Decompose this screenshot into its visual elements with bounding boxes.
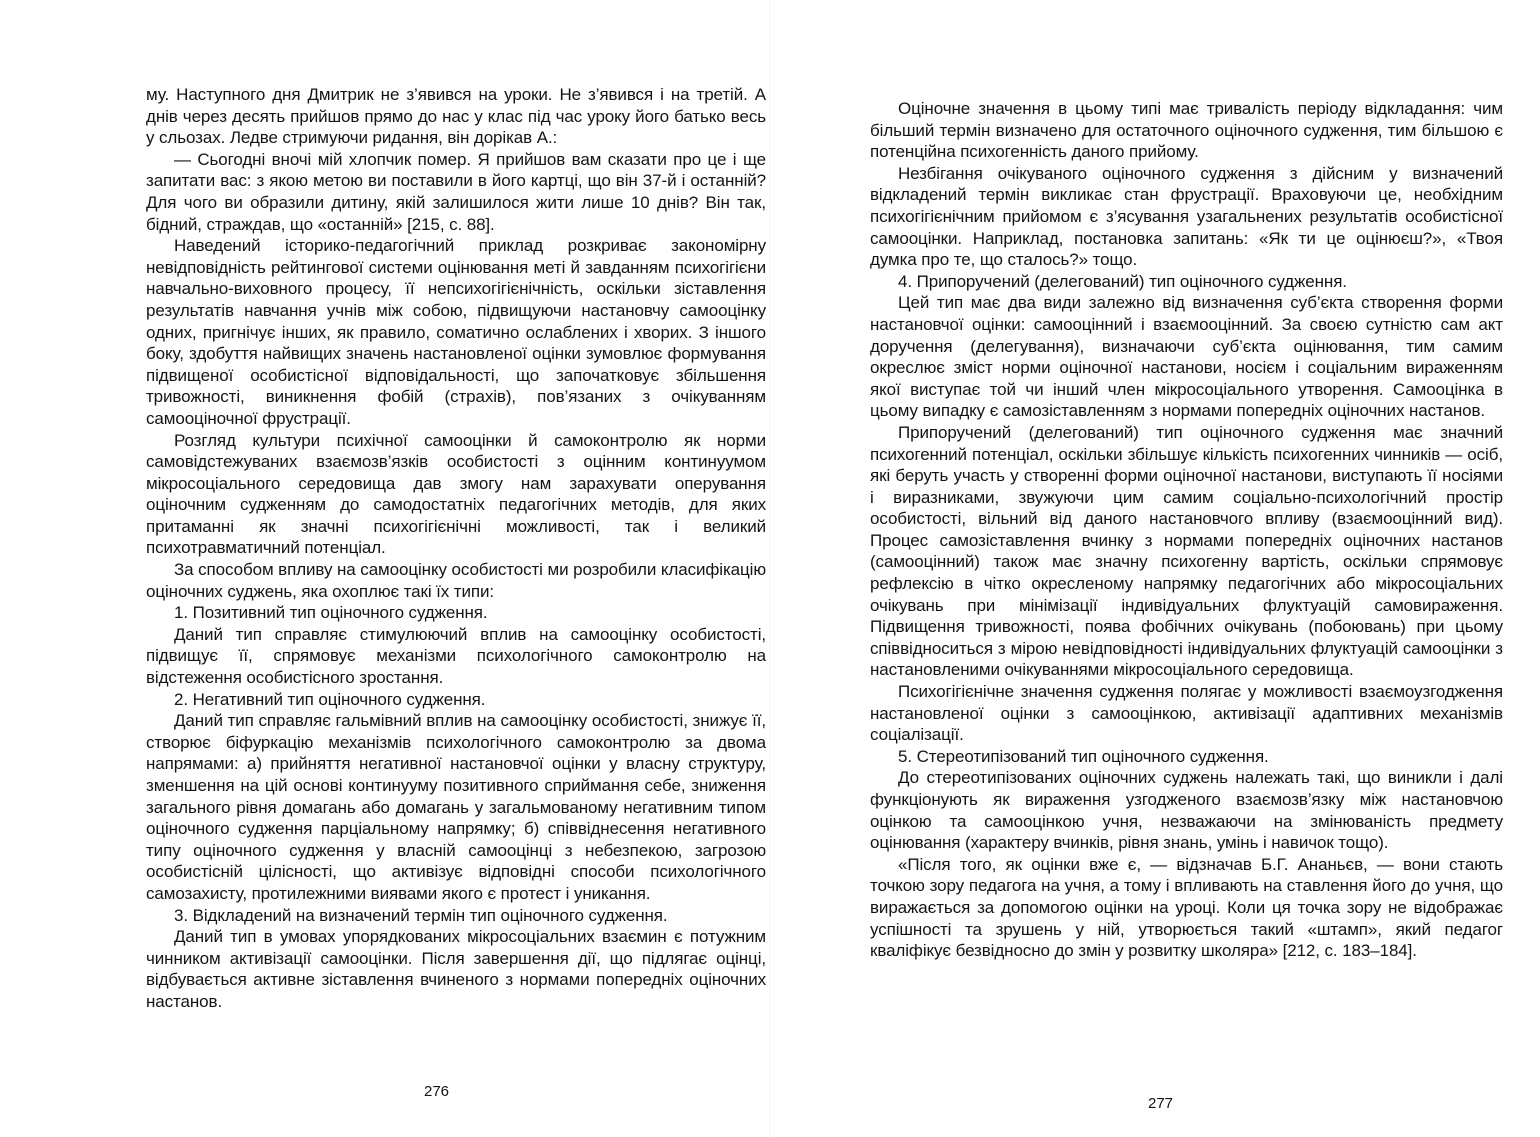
paragraph: Даний тип в умовах упорядкованих мікросоціальних взаємин є потужним чинником активізації самооцінки. Після завершення дії, що підлягає оцінці, відбувається активне зіставлення вчиненого з нормами попередніх оціночних настанов. <box>146 927 766 1011</box>
paragraph: До стереотипізованих оціночних суджень належать такі, що виникли і далі функціонують як вираження узгодженого взаємозв’язку між настановчою оцінкою та самооцінкою учня, незважаючи на змінюваність предмету оцінювання (характеру вчинків, рівня знань, умінь і навичок тощо). <box>870 768 1503 853</box>
paragraph: Наведений історико-педагогічний приклад розкриває закономірну невідповідність рейтингової системи оцінювання меті й завданням психогігієни навчально-виховного процесу, її непсихогігієнічність, оскільки зіставлення результатів навчання учнів між собою, підвищуючи настановчу самооцінку одних, пригнічує інших, як правило, соматично ослаблених і хворих. З іншого боку, здобуття найвищих значень настановленої оцінки зумовлює формування підвищеної особистісної відповідальності, що започатковує збільшення тривожності, виникнення фобій (страхів), пов’язаних з очікуванням самооціночної фрустрації. <box>146 236 766 428</box>
page-number: 276 <box>424 1083 450 1100</box>
paragraph: Психогігієнічне значення судження полягає у можливості взаємоузгодження настановленої оцінки з самооцінкою, активізації адаптивних механізмів соціалізації. <box>870 682 1503 745</box>
paragraph: Даний тип справляє гальмівний вплив на самооцінку особистості, знижує її, створює біфуркацію механізмів психологічного самоконтролю за двома напрямами: а) прийняття негативної настановчої оцінки у власну структуру, зменшення на цій основі континууму позитивного сприймання себе, зниження загального рівня домагань або домагань у загальмованому негативним типом оціночного судження парціальному напрямку; б) співвіднесення негативного типу оціночного судження у власній самооцінці з небезпекою, загрозою особистісній цілісності, що активізує відповідні способи психологічного самозахисту, протилежними виявами якого є протест і уникання. <box>146 711 766 903</box>
right-page <box>770 0 1540 1137</box>
paragraph: — Сьогодні вночі мій хлопчик помер. Я прийшов вам сказати про це і ще запитати вас: з якою метою ви поставили в його картці, що він 37-й і останній? Для чого ви образили дитину, якій залишилося жити лише 10 днів? Він так, бідний, страждав, що «останній» [215, с. 88]. <box>146 149 766 234</box>
left-page-text <box>146 84 766 1013</box>
list-heading: 5. Стереотипізований тип оціночного судження. <box>898 746 1269 766</box>
list-heading: 4. Припоручений (делегований) тип оціночного судження. <box>898 271 1347 291</box>
paragraph: За способом впливу на самооцінку особистості ми розробили класифікацію оціночних суджень, яка охоплює такі їх типи: <box>146 560 766 601</box>
quotation: «Після того, як оцінки вже є, — відзначав Б.Г. Ананьєв, — вони стають точкою зору педагога на учня, а тому і впливають на ставлення його до учня, що виражається за допомогою оцінки на уроці. Коли ця точка зору не відображає успішності та зрушень у ній, утворюється такий «штамп», який педагог кваліфікує безвідносно до змін у розвитку школяра» [212, с. 183–184]. <box>870 854 1503 961</box>
paragraph: Оціночне значення в цьому типі має тривалість періоду відкладання: чим більший термін визначено для остаточного оціночного судження, тим більшою є потенційна психогенність даного прийому. <box>870 99 1503 162</box>
list-heading: 1. Позитивний тип оціночного судження. <box>174 603 488 623</box>
right-page-text <box>870 98 1503 962</box>
list-heading: 2. Негативний тип оціночного судження. <box>174 689 486 709</box>
paragraph: Розгляд культури психічної самооцінки й самоконтролю як норми самовідстежуваних взаємозв’язків особистості з оцінним континуумом мікросоціального середовища дав змогу нам зарахувати оперування оціночним судженням до самодостатніх педагогічних методів, для яких притаманні як значні психогігієнічні можливості, так і великий психотравматичний потенціал. <box>146 430 766 558</box>
page-number: 277 <box>1148 1095 1174 1112</box>
paragraph: Припоручений (делегований) тип оціночного судження має значний психогенний потенціал, оскільки збільшує кількість психогенних чинників — осіб, які беруть участь у створенні форми оціночної настанови, виступають її носіями і виразниками, звужуючи цим самим соціально-психологічний простір особистості, вільний від даного настановчого впливу (взаємооцінний вид). Процес самозіставлення вчинку з нормами попередніх оціночних настанов (самооцінний) також має значну психогенну вартість, оскільки спрямовує рефлексію в чітко окресленому напрямку педагогічних або мікросоціальних очікувань при мінімізації індивідуальних флуктуацій самовираження. Підвищення тривожності, поява фобічних очікувань (побоювань) при цьому співвідноситься з мірою невідповідності індивідуальних флуктуацій самооцінки з настановленими очікуваннями мікросоціального середовища. <box>870 422 1503 680</box>
paragraph: Незбігання очікуваного оціночного судження з дійсним у визначений відкладений термін викликає стан фрустрації. Враховуючи це, необхідним психогігієнічним прийомом є з’ясування узагальнених результатів особистісної самооцінки. Наприклад, постановка запитань: «Як ти це оцінюєш?», «Твоя думка про те, що сталось?» тощо. <box>870 163 1503 270</box>
paragraph: Даний тип справляє стимулюючий вплив на самооцінку особистості, підвищує її, спрямовує механізми психологічного самоконтролю на відстеження особистісного зростання. <box>146 624 766 688</box>
paragraph: му. Наступного дня Дмитрик не з’явився на уроки. Не з’явився і на третій. А днів через десять прийшов прямо до нас у клас під час уроку його батько весь у сльозах. Ледве стримуючи ридання, він дорікав А.: <box>146 85 766 148</box>
paragraph: Цей тип має два види залежно від визначення суб’єкта створення форми настановчої оцінки: самооцінний і взаємооцінний. За своєю сутністю сам акт доручення (делегування), визначаючи суб’єкта оцінювання, тим самим окреслює зміст норми оціночної настанови, носієм і соціальним вираженням якої виступає той чи інший член мікросоціального утворення. Самооцінка в цьому випадку є самозіставленням з нормами попередніх оціночних настанов. <box>870 293 1503 421</box>
list-heading: 3. Відкладений на визначений термін тип оціночного судження. <box>174 905 668 925</box>
